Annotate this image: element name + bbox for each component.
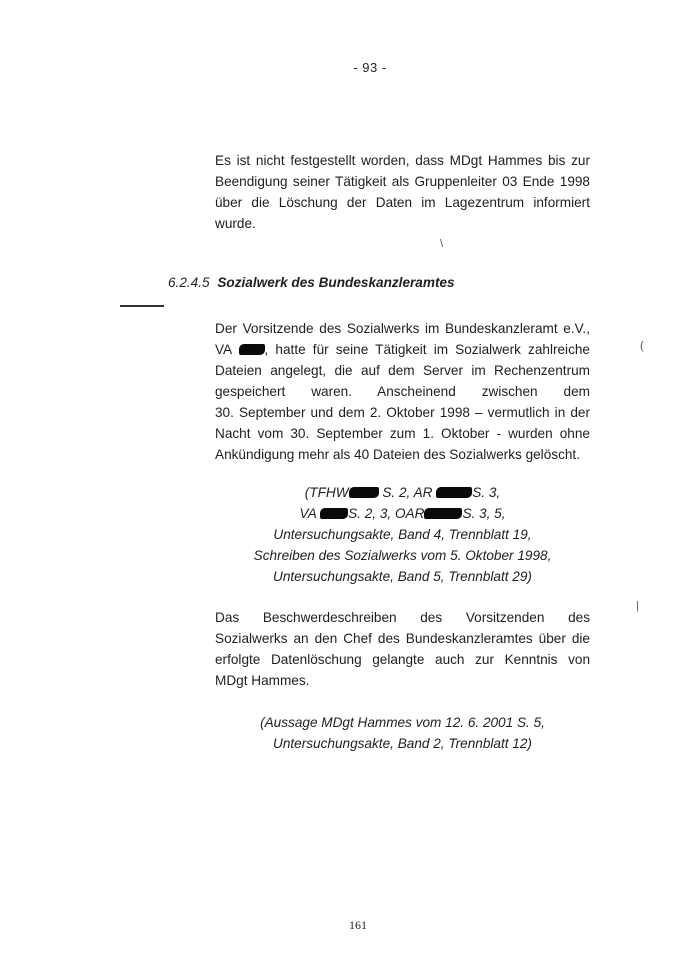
section-number: 6.2.4.5 [168, 275, 210, 290]
scan-artifact-mark: ( [640, 340, 644, 352]
text-fragment: (TFHW [304, 485, 349, 500]
redaction-block [436, 487, 472, 498]
text-fragment: , hatte für seine Tätigkeit im Sozialwerk zahlreiche [264, 342, 590, 357]
redaction-block [424, 508, 462, 519]
paragraph-3-line: erfolgte Datenlöschung gelangte auch zur Kenntnis von [215, 652, 590, 667]
paragraph-3-line: Das Beschwerdeschreiben des Vorsitzenden des [215, 610, 590, 625]
text-fragment: S. 3, [472, 485, 501, 500]
paragraph-3-line: MDgt Hammes. [215, 673, 310, 688]
citation-line: Untersuchungsakte, Band 4, Trennblatt 19, [273, 527, 532, 542]
page-number-footer: 161 [349, 918, 367, 932]
redaction-block [320, 508, 348, 519]
paragraph-2-line [215, 339, 590, 360]
paragraph-3-line: Sozialwerks an den Chef des Bundeskanzleramtes über die [215, 631, 590, 646]
citation-line [215, 482, 590, 503]
paragraph-2-line: Ankündigung mehr als 40 Dateien des Sozialwerks gelöscht. [215, 447, 580, 462]
text-fragment: S. 3, 5, [462, 506, 506, 521]
redaction-block [349, 487, 379, 498]
paragraph-2-line: gespeichert waren. Anscheinend zwischen dem [215, 384, 590, 399]
margin-dash-mark [120, 305, 164, 307]
section-heading [168, 275, 455, 290]
citation-1 [215, 482, 590, 587]
paragraph-1 [215, 150, 590, 234]
paragraph-1-line: wurde. [215, 216, 256, 231]
citation-line: Untersuchungsakte, Band 2, Trennblatt 12) [273, 736, 532, 751]
citation-line: Untersuchungsakte, Band 5, Trennblatt 29) [273, 569, 532, 584]
scan-artifact-mark: \ [440, 238, 444, 250]
text-fragment: VA [299, 506, 321, 521]
paragraph-2 [215, 318, 590, 465]
citation-2 [215, 712, 590, 754]
paragraph-2-line: 30. September und dem 2. Oktober 1998 – vermutlich in der [215, 405, 590, 420]
paragraph-1-line: Beendigung seiner Tätigkeit als Gruppenleiter 03 Ende 1998 [215, 174, 590, 189]
citation-line [215, 503, 590, 524]
paragraph-1-line: über die Löschung der Daten im Lagezentrum informiert [215, 195, 590, 210]
paragraph-1-line: Es ist nicht festgestellt worden, dass MDgt Hammes bis zur [215, 153, 590, 168]
section-title: Sozialwerk des Bundeskanzleramtes [217, 275, 455, 290]
paragraph-2-line: Nacht vom 30. September zum 1. Oktober - wurden ohne [215, 426, 590, 441]
paragraph-2-line: Der Vorsitzende des Sozialwerks im Bundeskanzleramt e.V., [215, 321, 590, 336]
scan-artifact-mark: | [636, 600, 639, 612]
citation-line: Schreiben des Sozialwerks vom 5. Oktober 1998, [253, 548, 552, 563]
text-fragment: S. 2, 3, OAR [348, 506, 425, 521]
page-number-header: - 93 - [353, 60, 387, 75]
text-fragment: VA [215, 342, 232, 357]
redaction-block [239, 344, 265, 355]
paragraph-2-line: Dateien angelegt, die auf dem Server im Rechenzentrum [215, 363, 590, 378]
paragraph-3 [215, 607, 590, 691]
text-fragment: S. 2, AR [378, 485, 437, 500]
citation-line: (Aussage MDgt Hammes vom 12. 6. 2001 S. 5, [260, 715, 545, 730]
